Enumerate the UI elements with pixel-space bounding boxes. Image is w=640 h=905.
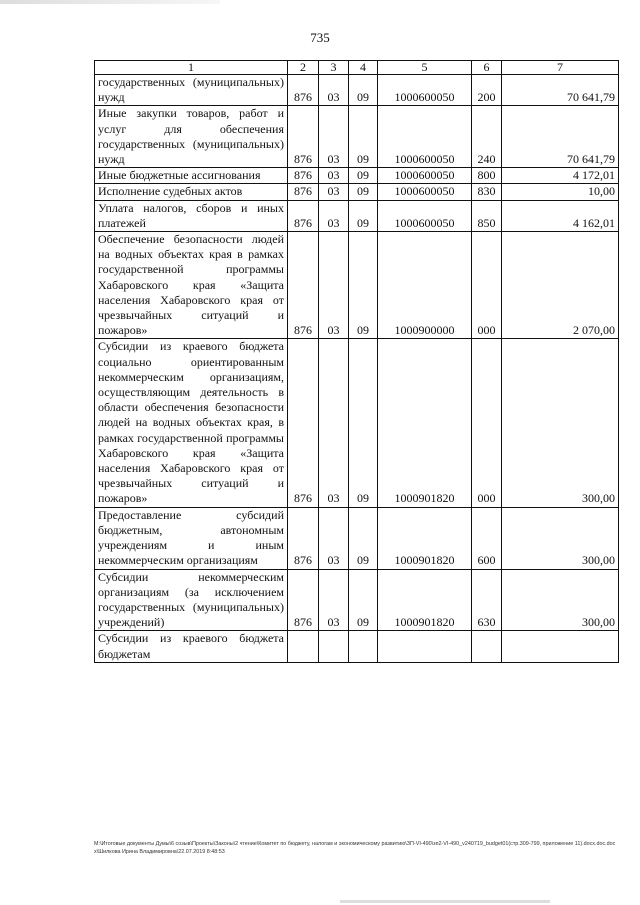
row-gr xyxy=(288,631,319,662)
row-csr xyxy=(378,631,472,662)
row-name: Предоставление субсидий бюджетным, автономным учреждениям и иным некоммерческим организациям xyxy=(95,507,288,569)
row-rz: 03 xyxy=(319,106,349,168)
row-name: Субсидии некоммерческим организациям (за исключением государственных (муниципальных) учреждений) xyxy=(95,569,288,631)
row-amount: 70 641,79 xyxy=(502,106,619,168)
table-row xyxy=(95,75,619,106)
row-vr: 850 xyxy=(472,200,502,231)
row-csr: 1000600050 xyxy=(378,184,472,200)
row-vr xyxy=(472,631,502,662)
row-name: Исполнение судебных актов xyxy=(95,184,288,200)
row-vr: 600 xyxy=(472,507,502,569)
table-row xyxy=(95,631,619,662)
column-header: 2 xyxy=(288,61,319,75)
table-row xyxy=(95,339,619,507)
row-name: Субсидии из краевого бюджета социально ориентированным некоммерческим организациям, осуществляющим деятельность в области обеспечения безопасности людей на водных объектах края, в рамках государственной программы Хабаровского края «Защита населения Хабаровского края от чрезвычайных ситуаций и пожаров» xyxy=(95,339,288,507)
row-gr: 876 xyxy=(288,200,319,231)
row-pr: 09 xyxy=(349,569,378,631)
row-name: Обеспечение безопасности людей на водных объектах края в рамках государственной программы Хабаровского края «Защита населения Хабаровского края от чрезвычайных ситуаций и пожаров» xyxy=(95,232,288,339)
column-header: 5 xyxy=(378,61,472,75)
row-rz: 03 xyxy=(319,184,349,200)
row-vr: 800 xyxy=(472,168,502,184)
column-header: 3 xyxy=(319,61,349,75)
row-gr: 876 xyxy=(288,75,319,106)
row-pr: 09 xyxy=(349,184,378,200)
table-row xyxy=(95,507,619,569)
table-row xyxy=(95,569,619,631)
row-name: Иные закупки товаров, работ и услуг для обеспечения государственных (муниципальных) нужд xyxy=(95,106,288,168)
row-csr: 1000901820 xyxy=(378,507,472,569)
table-row xyxy=(95,232,619,339)
row-amount xyxy=(502,631,619,662)
row-vr: 240 xyxy=(472,106,502,168)
row-rz: 03 xyxy=(319,339,349,507)
column-header: 1 xyxy=(95,61,288,75)
row-pr: 09 xyxy=(349,75,378,106)
row-rz: 03 xyxy=(319,75,349,106)
table-row xyxy=(95,168,619,184)
row-amount: 300,00 xyxy=(502,339,619,507)
row-pr: 09 xyxy=(349,232,378,339)
row-gr: 876 xyxy=(288,507,319,569)
row-name: Субсидии из краевого бюджета бюджетам xyxy=(95,631,288,662)
row-vr: 000 xyxy=(472,232,502,339)
table-header-row xyxy=(95,61,619,75)
row-csr: 1000901820 xyxy=(378,569,472,631)
row-name: государственных (муниципальных) нужд xyxy=(95,75,288,106)
row-name: Иные бюджетные ассигнования xyxy=(95,168,288,184)
row-csr: 1000600050 xyxy=(378,106,472,168)
row-gr: 876 xyxy=(288,168,319,184)
row-pr: 09 xyxy=(349,200,378,231)
row-pr xyxy=(349,631,378,662)
row-gr: 876 xyxy=(288,232,319,339)
row-pr: 09 xyxy=(349,339,378,507)
scan-artifact-top xyxy=(0,0,220,4)
row-gr: 876 xyxy=(288,106,319,168)
column-header: 7 xyxy=(502,61,619,75)
row-csr: 1000600050 xyxy=(378,75,472,106)
row-pr: 09 xyxy=(349,106,378,168)
row-amount: 300,00 xyxy=(502,569,619,631)
page-number: 735 xyxy=(310,30,330,45)
row-amount: 4 172,01 xyxy=(502,168,619,184)
row-csr: 1000901820 xyxy=(378,339,472,507)
row-rz: 03 xyxy=(319,232,349,339)
scan-artifact-bottom xyxy=(340,900,550,903)
column-header: 6 xyxy=(472,61,502,75)
budget-table xyxy=(94,60,619,663)
row-pr: 09 xyxy=(349,168,378,184)
row-rz: 03 xyxy=(319,569,349,631)
row-pr: 09 xyxy=(349,507,378,569)
row-amount: 10,00 xyxy=(502,184,619,200)
row-amount: 70 641,79 xyxy=(502,75,619,106)
row-csr: 1000600050 xyxy=(378,200,472,231)
row-vr: 000 xyxy=(472,339,502,507)
table-row xyxy=(95,200,619,231)
table-row xyxy=(95,184,619,200)
row-amount: 2 070,00 xyxy=(502,232,619,339)
row-vr: 830 xyxy=(472,184,502,200)
row-gr: 876 xyxy=(288,339,319,507)
row-rz: 03 xyxy=(319,200,349,231)
table-row xyxy=(95,106,619,168)
row-amount: 4 162,01 xyxy=(502,200,619,231)
row-name: Уплата налогов, сборов и иных платежей xyxy=(95,200,288,231)
row-vr: 200 xyxy=(472,75,502,106)
column-header: 4 xyxy=(349,61,378,75)
row-gr: 876 xyxy=(288,569,319,631)
row-rz xyxy=(319,631,349,662)
row-csr: 1000900000 xyxy=(378,232,472,339)
row-vr: 630 xyxy=(472,569,502,631)
row-amount: 300,00 xyxy=(502,507,619,569)
row-rz: 03 xyxy=(319,507,349,569)
row-csr: 1000600050 xyxy=(378,168,472,184)
row-gr: 876 xyxy=(288,184,319,200)
document-path-footer: M:\Итоговые документы Думы\6 созыв\Проекты\Законы\2 чтение\Комитет по бюджету, налогам и экономическому развитию\ЗП-VI-490\зп2-VI-490_v240719_budget01(стр.309-799, приложение 11).docx.doc.docx\Шилкова Ирина Владимировна\22.07.2019 8:48:53 xyxy=(94,841,616,855)
row-rz: 03 xyxy=(319,168,349,184)
